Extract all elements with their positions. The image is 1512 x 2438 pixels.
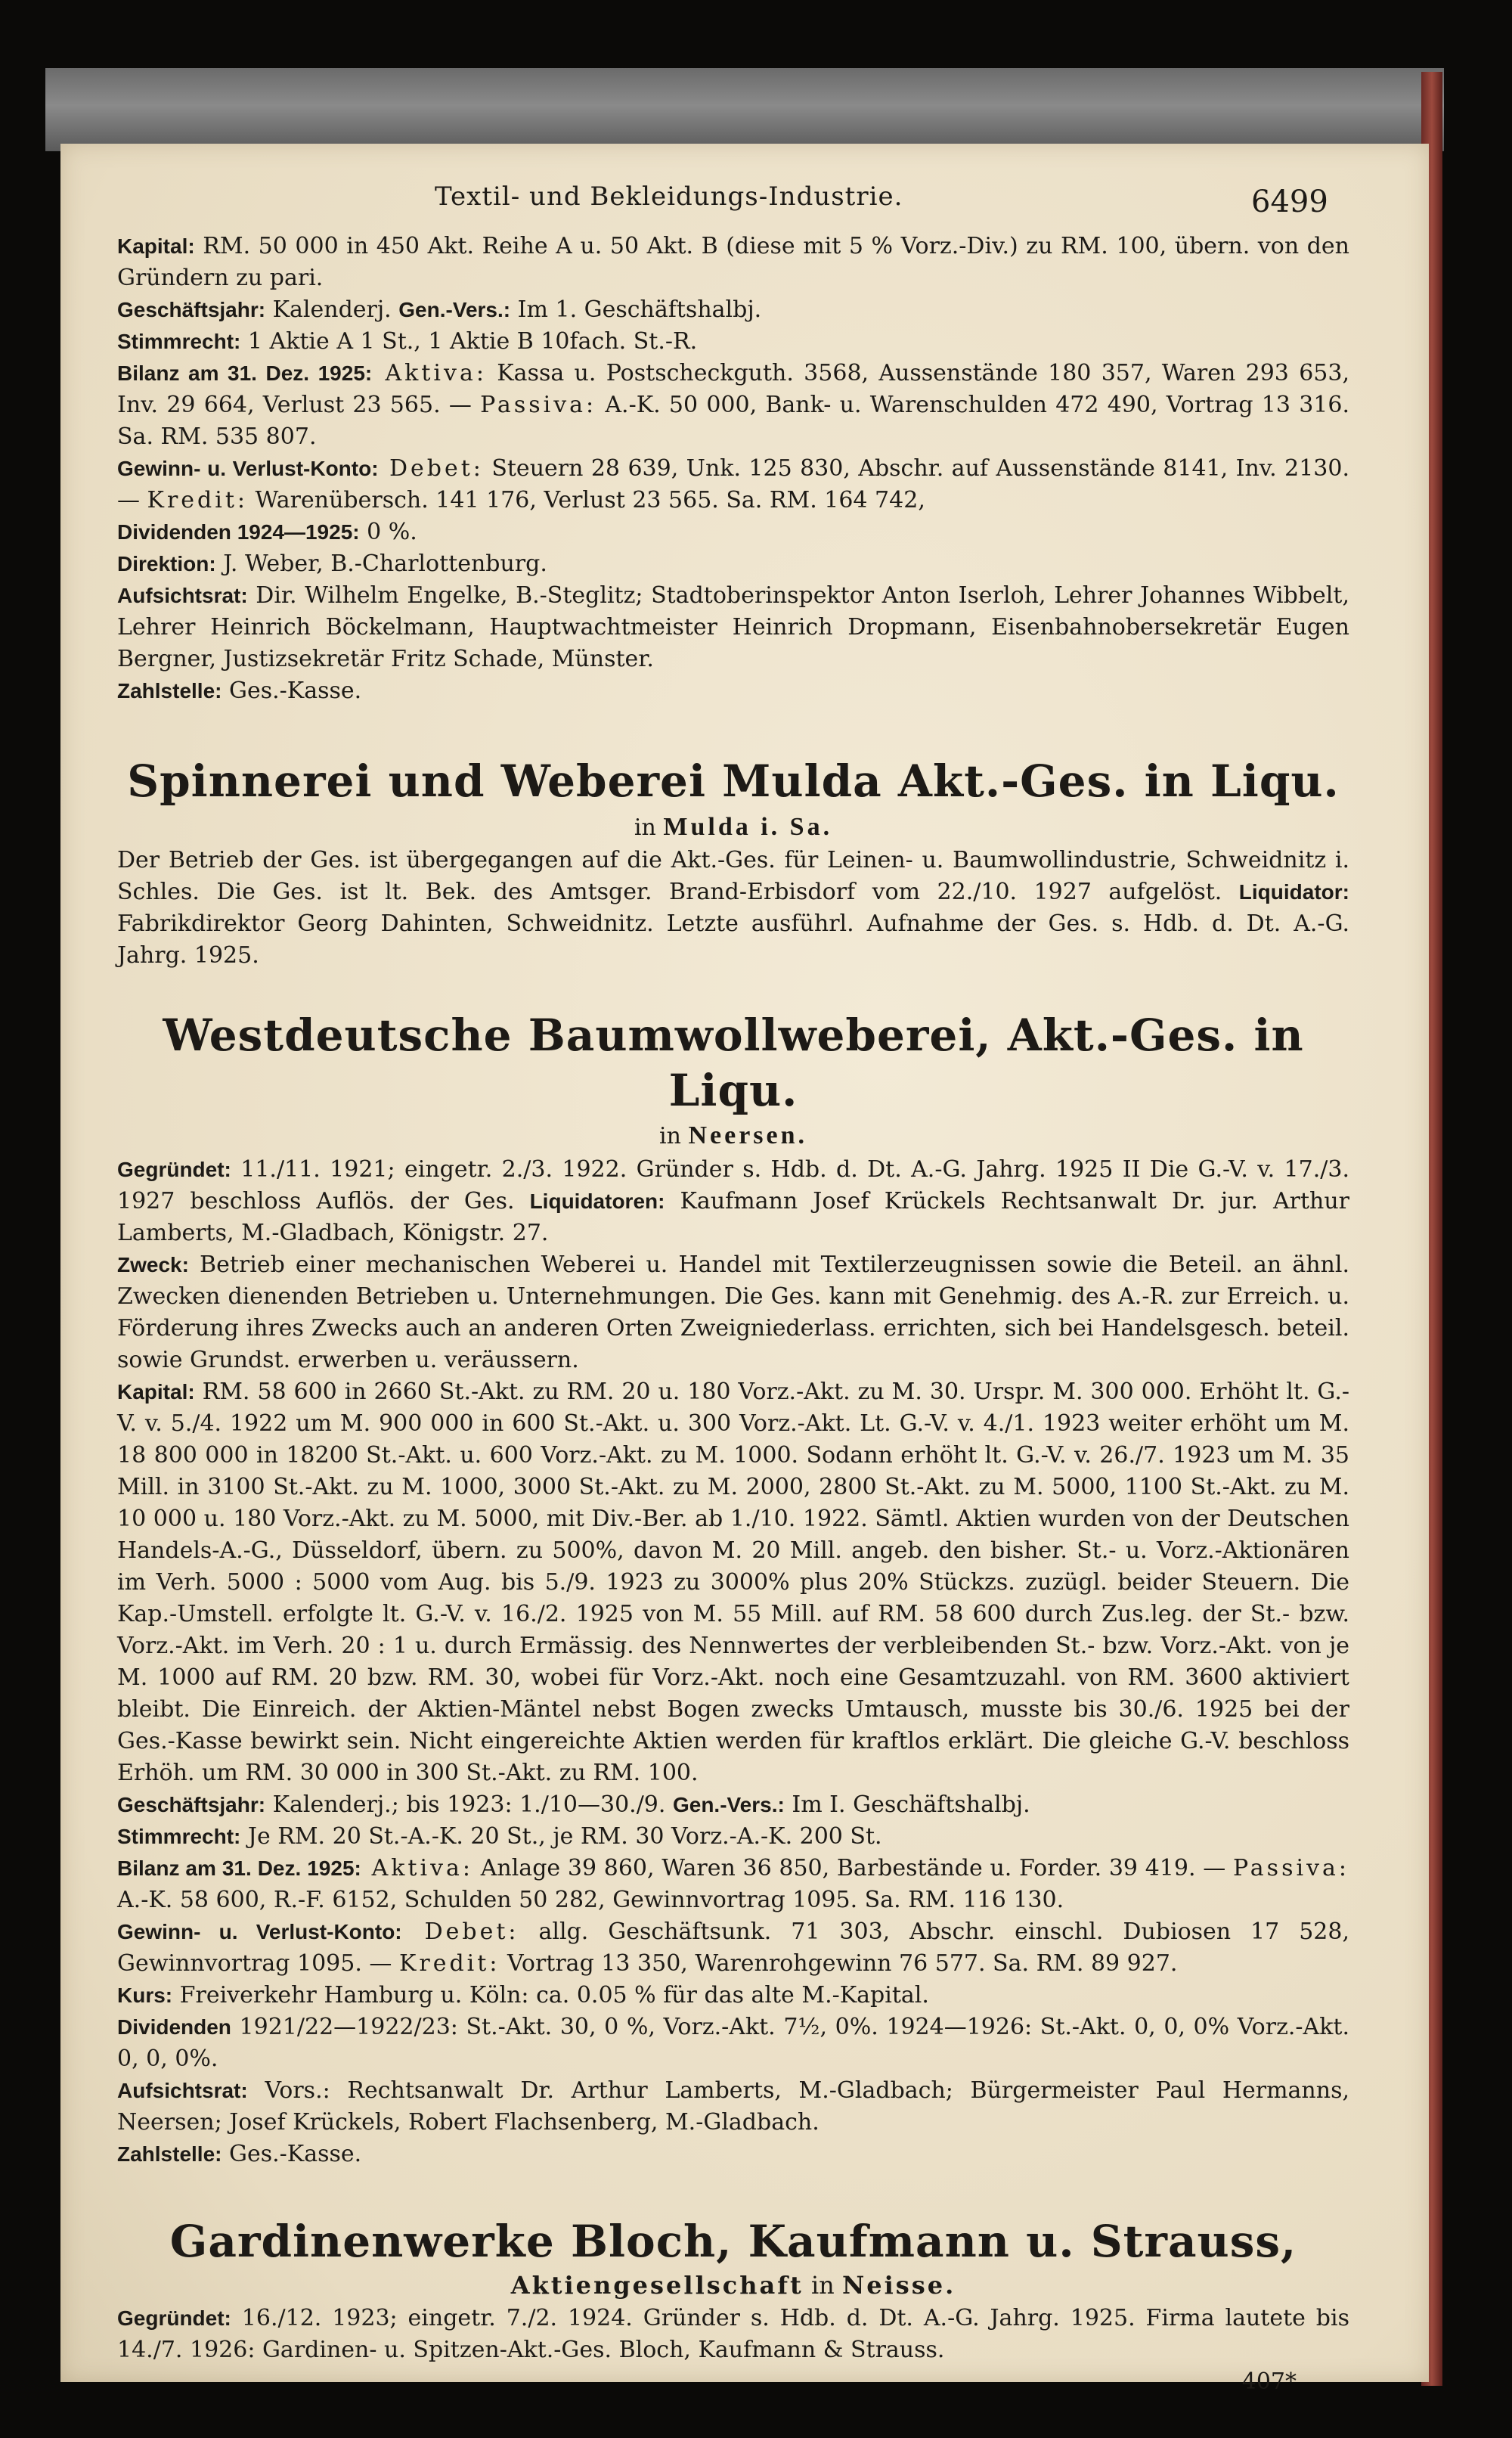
company-title-westdeutsche: Westdeutsche Baumwollweberei, Akt.-Ges. in Liqu. (163, 1010, 1304, 1116)
entry-mulda (117, 754, 1349, 972)
text-geschaeftsjahr: Kalenderj. (265, 296, 399, 323)
label-zahlstelle: Zahlstelle: (117, 679, 222, 703)
paragraph-kurs (117, 1980, 1349, 2012)
paragraph-aufsichtsrat (117, 2075, 1349, 2139)
label-direktion: Direktion: (117, 552, 216, 575)
paragraph-bilanz (117, 1853, 1349, 1916)
spacer (117, 972, 1349, 1008)
paragraph-geschaeftsjahr (117, 294, 1349, 326)
paragraph-kapital (117, 231, 1349, 294)
text-gegruendet: 11./11. 1921; eingetr. 2./3. 1922. Gründer s. Hdb. d. Dt. A.-G. Jahrg. 1925 II Die G.-V. v. 17./3. 1927 beschloss Auflös. der Ges. (117, 1155, 1349, 1214)
paragraph-guv (117, 1916, 1349, 1980)
label-zahlstelle: Zahlstelle: (117, 2142, 222, 2166)
spacer (117, 707, 1349, 754)
label-aufsichtsrat: Aufsichtsrat: (117, 2078, 248, 2102)
company-subtitle-gardinenwerke (117, 2269, 1349, 2303)
label-passiva: Passiva: (1232, 1854, 1350, 1881)
text-dividenden: 0 %. (359, 519, 417, 545)
paragraph-bilanz (117, 358, 1349, 453)
text-kurs: Freiverkehr Hamburg u. Köln: ca. 0.05 % für das alte M.-Kapital. (172, 1981, 929, 2008)
paragraph-mulda-body (117, 845, 1349, 972)
label-kredit: Kredit: (398, 1949, 500, 1977)
text-passiva: A.-K. 58 600, R.-F. 6152, Schulden 50 282, Gewinnvortrag 1095. Sa. RM. 116 130. (117, 1886, 1064, 1913)
page-number: 6499 (1251, 185, 1328, 219)
text-liquidatoren: Kaufmann Josef Krückels Rechtsanwalt Dr. jur. Arthur Lamberts, M.-Gladbach, Königstr. 27. (117, 1187, 1350, 1246)
text-aufsichtsrat: Dir. Wilhelm Engelke, B.-Steglitz; Stadtoberinspektor Anton Iserloh, Lehrer Johannes Wibbelt, Lehrer Heinrich Böckelmann, Hauptwachtmeister Heinrich Dropmann, Eisenbahnobersekretär Eugen Bergner, Justizsekretär Fritz Schade, Münster. (117, 582, 1349, 672)
text-passiva: A.-K. 50 000, Bank- u. Warenschulden 472 490, Vortrag 13 316. Sa. RM. 535 807. (117, 392, 1350, 450)
label-stimmrecht: Stimmrecht: (117, 330, 241, 353)
paragraph-aufsichtsrat (117, 580, 1349, 675)
paragraph-stimmrecht (117, 326, 1349, 358)
paragraph-zahlstelle (117, 2139, 1349, 2170)
location-city: Mulda i. Sa. (663, 812, 833, 841)
company-location-westdeutsche (117, 1118, 1349, 1154)
label-aktiva: Aktiva: (361, 1854, 474, 1881)
subtitle-aktiengesellschaft: Aktiengesellschaft (510, 2271, 804, 2300)
label-kapital: Kapital: (117, 234, 195, 258)
label-debet: Debet: (401, 1918, 519, 1945)
paragraph-zweck (117, 1249, 1349, 1376)
label-aufsichtsrat: Aufsichtsrat: (117, 584, 248, 607)
text-kapital: RM. 58 600 in 2660 St.-Akt. zu RM. 20 u. 180 Vorz.-Akt. zu M. 30. Urspr. M. 300 000. Erhöht lt. G.-V. v. 5./4. 1922 um M. 900 000 in 600 St.-Akt. u. 300 Vorz.-Akt. Lt. G.-V. v. 4./1. 1923 weiter erhöht um M. 18 800 000 in 18200 St.-Akt. u. 600 Vorz.-Akt. zu M. 1000. Sodann erhöht lt. G.-V. v. 26./7. 1923 um M. 35 Mill. in 3100 St.-Akt. zu M. 1000, 3000 St.-Akt. zu M. 2000, 2800 St.-Akt. zu M. 5000, 1100 St.-Akt. zu M. 10 000 u. 180 Vorz.-Akt. zu M. 5000, mit Div.-Ber. ab 1./10. 1922. Sämtl. Aktien wurden von der Deutschen Handels-A.-G., Düsseldorf, übern. zu 500%, davon M. 20 Mill. angeb. den bisher. St.- u. Vorz.-Aktionären im Verh. 5000 : 5000 vom Aug. bis 5./9. 1923 zu 3000% plus 20% Stückzs. zuzügl. beider Steuern. Die Kap.-Umstell. erfolgte lt. G.-V. v. 16./2. 1925 von M. 55 Mill. auf RM. 58 600 durch Zus.leg. der St.- bzw. Vorz.-Akt. im Verh. 20 : 1 u. durch Ermässig. des Nennwertes der verbleibenden St.- bzw. Vorz.-Akt. von je M. 1000 auf RM. 20 bzw. RM. 30, wobei für Vorz.-Akt. noch eine Gesamtzuzahl. von RM. 3600 aktiviert bleibt. Die Einreich. der Aktien-Mäntel nebst Bogen zwecks Umtausch, musste bis 30./6. 1925 bei der Ges.-Kasse bewirkt sein. Nicht eingereichte Aktien werden für kraftlos erklärt. Die gleiche G.-V. beschloss Erhöh. um RM. 30 000 in 300 St.-Akt. zu RM. 100. (117, 1378, 1349, 1786)
label-debet: Debet: (378, 455, 484, 482)
paragraph-guv (117, 453, 1349, 516)
text-aktiva: Anlage 39 860, Waren 36 850, Barbestände u. Forder. 39 419. — (473, 1854, 1233, 1881)
entry-westdeutsche (117, 1008, 1349, 2170)
paragraph-zahlstelle (117, 675, 1349, 707)
label-aktiva: Aktiva: (372, 360, 487, 386)
entry-gardinenwerke (117, 2214, 1349, 2366)
text-debet: Steuern 28 639, Unk. 125 830, Abschr. auf Aussenstände 8141, Inv. 2130. — (117, 455, 1350, 513)
label-kapital: Kapital: (117, 1379, 195, 1404)
text-direktion: J. Weber, B.-Charlottenburg. (215, 551, 547, 577)
label-bilanz: Bilanz am 31. Dez. 1925: (117, 1856, 361, 1880)
text-aktiva: Kassa u. Postscheckguth. 3568, Aussenstände 180 357, Waren 293 653, Inv. 29 664, Verlust 23 565. — (117, 360, 1349, 418)
paragraph-direktion (117, 548, 1349, 580)
text-gen-vers: Im 1. Geschäftshalbj. (510, 296, 762, 323)
label-kurs: Kurs: (117, 1983, 173, 2007)
book-page (60, 144, 1429, 2395)
text-kredit: Warenübersch. 141 176, Verlust 23 565. Sa. RM. 164 742, (248, 487, 925, 513)
text-aufsichtsrat: Vors.: Rechtsanwalt Dr. Arthur Lamberts, M.-Gladbach; Bürgermeister Paul Hermanns, Neersen; Josef Krückels, Robert Flachsenberg, M.-Gladbach. (117, 2077, 1349, 2136)
text-zahlstelle: Ges.-Kasse. (222, 678, 362, 704)
text-geschaeftsjahr: Kalenderj.; bis 1923: 1./10—30./9. (265, 1791, 673, 1818)
text-debet: allg. Geschäftsunk. 71 303, Abschr. einschl. Dubiosen 17 528, Gewinnvortrag 1095. — (117, 1918, 1349, 1977)
subtitle-in: in (803, 2271, 842, 2300)
company-title-mulda: Spinnerei und Weberei Mulda Akt.-Ges. in Liqu. (127, 755, 1340, 807)
text-stimmrecht: Je RM. 20 St.-A.-K. 20 St., je RM. 30 Vorz.-A.-K. 200 St. (240, 1822, 882, 1850)
text-kredit: Vortrag 13 350, Warenrohgewinn 76 577. Sa. RM. 89 927. (500, 1949, 1178, 1977)
label-kredit: Kredit: (147, 487, 249, 513)
label-liquidator: Liquidator: (1238, 880, 1349, 904)
paragraph-gegruendet (117, 2303, 1349, 2366)
label-stimmrecht: Stimmrecht: (117, 1824, 241, 1848)
page-header (60, 174, 1429, 219)
page-content (117, 231, 1349, 2398)
paragraph-dividenden (117, 516, 1349, 548)
label-gen-vers: Gen.-Vers.: (672, 1792, 785, 1816)
location-in: in (658, 1123, 681, 1150)
paragraph-geschaeftsjahr (117, 1789, 1349, 1821)
paragraph-kapital (117, 1376, 1349, 1789)
entry-continued (117, 231, 1349, 707)
text-mulda-body-b: Fabrikdirektor Georg Dahinten, Schweidnitz. Letzte ausführl. Aufnahme der Ges. s. Hdb. d. Dt. A.-G. Jahrg. 1925. (117, 910, 1349, 969)
label-geschaeftsjahr: Geschäftsjahr: (117, 1792, 266, 1816)
text-stimmrecht: 1 Aktie A 1 St., 1 Aktie B 10fach. St.-R. (240, 328, 698, 355)
subtitle-city: Neisse. (841, 2271, 956, 2300)
label-dividenden: Dividenden 1924—1925: (117, 520, 360, 544)
paragraph-stimmrecht (117, 1821, 1349, 1853)
text-gegruendet: 16./12. 1923; eingetr. 7./2. 1924. Gründer s. Hdb. d. Dt. A.-G. Jahrg. 1925. Firma lautete bis 14./7. 1926: Gardinen- u. Spitzen-Akt.-Ges. Bloch, Kaufmann & Strauss. (117, 2304, 1349, 2363)
label-passiva: Passiva: (480, 392, 597, 418)
text-mulda-body-a: Der Betrieb der Ges. ist übergegangen auf die Akt.-Ges. für Leinen- u. Baumwollindustrie, Schweidnitz i. Schles. Die Ges. ist lt. Bek. des Amtsger. Brand-Erbisdorf vom 22./10. 1927 aufgelöst. (117, 847, 1349, 906)
location-city: Neersen. (688, 1121, 808, 1150)
location-in: in (634, 814, 656, 841)
text-gen-vers: Im I. Geschäftshalbj. (784, 1791, 1030, 1818)
sheet-signature: 407* (1241, 2368, 1297, 2395)
paragraph-dividenden (117, 2012, 1349, 2075)
label-geschaeftsjahr: Geschäftsjahr: (117, 298, 266, 321)
company-location-mulda (117, 809, 1349, 845)
paragraph-gegruendet (117, 1154, 1349, 1249)
label-guv: Gewinn- u. Verlust-Konto: (117, 1919, 402, 1943)
company-title-gardinenwerke: Gardinenwerke Bloch, Kaufmann u. Strauss, (169, 2215, 1297, 2267)
spacer (117, 2170, 1349, 2214)
text-dividenden: 1921/22—1922/23: St.-Akt. 30, 0 %, Vorz.-Akt. 7½, 0%. 1924—1926: St.-Akt. 0, 0, 0% Vorz.-Akt. 0, 0, 0%. (117, 2013, 1349, 2072)
text-zahlstelle: Ges.-Kasse. (222, 2140, 362, 2167)
running-title: Textil- und Bekleidungs-Industrie. (435, 181, 903, 212)
label-bilanz: Bilanz am 31. Dez. 1925: (117, 361, 373, 385)
text-zweck: Betrieb einer mechanischen Weberei u. Handel mit Textilerzeugnissen sowie die Beteil. an ähnl. Zwecken dienenden Betrieben u. Unternehmungen. Die Ges. kann mit Genehmig. des A.-R. zur Erreich. u. Förderung ihres Zwecks auch an anderen Orten Zweigniederlass. errichten, sich bei Handelsgesch. beteil. sowie Grundst. erwerben u. veräussern. (117, 1251, 1349, 1373)
book-edge-top (45, 68, 1444, 151)
label-gegruendet: Gegründet: (117, 2306, 231, 2330)
label-gen-vers: Gen.-Vers.: (398, 298, 511, 321)
label-guv: Gewinn- u. Verlust-Konto: (117, 457, 379, 480)
label-liquidatoren: Liquidatoren: (529, 1189, 665, 1213)
label-dividenden: Dividenden (117, 2015, 231, 2039)
label-gegruendet: Gegründet: (117, 1157, 231, 1181)
text-kapital: RM. 50 000 in 450 Akt. Reihe A u. 50 Akt. B (diese mit 5 % Vorz.-Div.) zu RM. 100, übern. von den Gründern zu pari. (117, 233, 1349, 291)
label-zweck: Zweck: (117, 1252, 189, 1276)
